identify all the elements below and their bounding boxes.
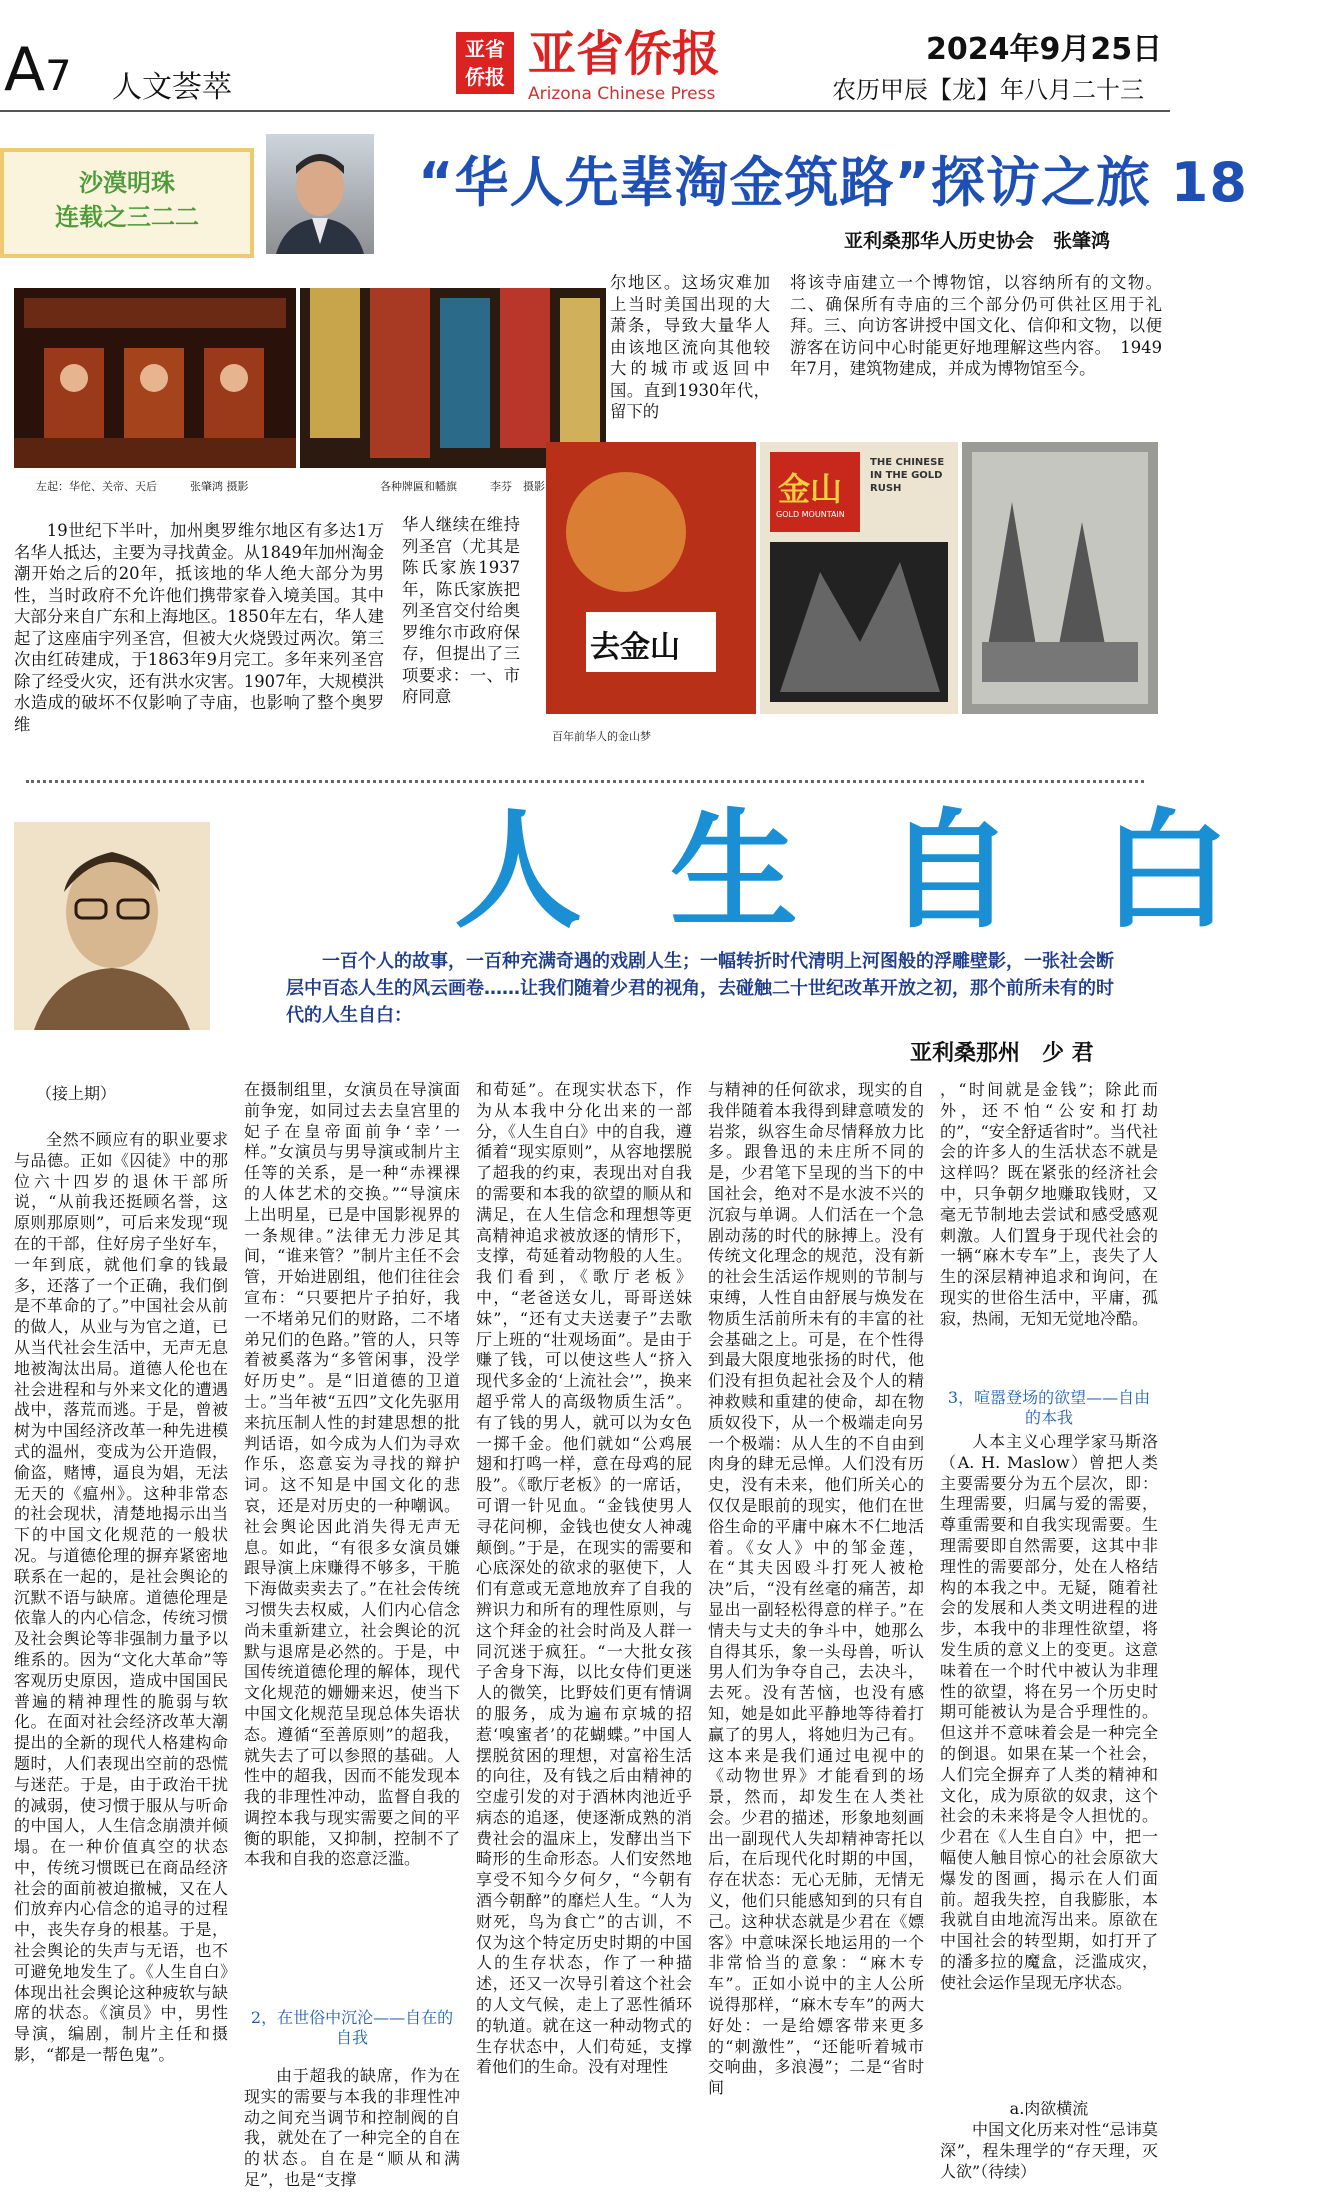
article2-col2b: 由于超我的缺席，作为在现实的需要与本我的非理性冲动之间充当调节和控制阀的自我，就处在了一种完全的自在的状态。自在是“顺从和满足”，也是“支撑 bbox=[244, 2066, 460, 2189]
section-title: 人文荟萃 bbox=[112, 70, 232, 105]
continued-note: （接上期） bbox=[36, 1084, 117, 1103]
poster-english: THE CHINESE IN THE GOLD RUSH bbox=[870, 457, 945, 494]
author-sketch-portrait bbox=[14, 822, 210, 1030]
badge-line-1: 沙漠明珠 bbox=[79, 169, 175, 197]
article2-col1: 全然不顾应有的职业要求与品德。正如《囚徒》中的那位六十四岁的退休干部所说，“从前我还挺顾名誉，这原则那原则”，可后来发现“现在的干部，住好房子坐好车，一年到底，就他们拿的钱最多，还落了一个正确，我们倒是不革命的了。”中国社会从前的做人，从业与为官之道，已从当代社会生活中，无声无息地被淘汰出局。道德人伦也在社会进程和与外来文化的遭遇战中，落荒而逃。于是，曾被树为中国经济改革一种先进模式的温州，变成为公开造假，偷盗，赌博，逼良为娼，无法无天的《瘟州》。这种非常态的社会现状，清楚地揭示出当下的中国文化规范的一般状况。与道德伦理的摒弃紧密地联系在一起的，是社会舆论的沉默不语与缺席。道德伦理是依靠人的内心信念，传统习惯及社会舆论等非强制力量予以维系的。因为“文化大革命”等客观历史原因，造成中国国民普遍的精神理性的脆弱与软化。在面对社会经济改革大潮提出的全新的现代人格建构命题时，人们表现出空前的恐慌与迷茫。于是，由于政治干扰的减弱，使习惯于服从与听命的中国人，人生信念崩溃并倾塌。在一种价值真空的状态中，传统习惯既已在商品经济社会的面前被迫撤械，又在人们放弃内心信念的追寻的过程中，丧失存身的根基。于是，社会舆论的失声与无语，也不可避免地发生了。《人生自白》体现出社会舆论这种疲软与缺席的状态。《演员》中，男性导演，编剧，制片主任和摄影，“都是一帮色鬼”。 bbox=[14, 1130, 228, 2065]
article2-intro: 一百个人的故事，一百种充满奇遇的戏剧人生；一幅转折时代清明上河图般的浮雕壁影，一张社会断层中百态人生的风云画卷……让我们随着少君的视角，去碰触二十世纪改革开放之初，那个前所未有的时代的人生自白： bbox=[286, 951, 1114, 1026]
newspaper-name: 亚省侨报 bbox=[528, 26, 721, 82]
engraving-photo bbox=[962, 442, 1158, 714]
article2-subheading-3: 3，喧嚣登场的欲望——自由的本我 bbox=[947, 1388, 1151, 1427]
article2-subheading-a: a.肉欲横流 bbox=[1009, 2099, 1089, 2118]
poster-subtitle: GOLD MOUNTAIN bbox=[776, 510, 845, 519]
poster-title: 金山 bbox=[778, 470, 843, 508]
article1-byline: 亚利桑那华人历史协会 张肇鸿 bbox=[844, 230, 1111, 252]
photo-caption-left: 左起：华佗、关帝、天后 张肇鸿 摄影 bbox=[36, 480, 249, 493]
badge-line-2: 连载之三二二 bbox=[55, 203, 199, 231]
article2-col5b: 人本主义心理学家马斯洛（A. H. Maslow）曾把人类主要需要分为五个层次，即：生理需要，归属与爱的需要，尊重需要和自我实现需要。生理需要即自然需要，这其中非理性的需要部分，处在人格结构的本我之中。无疑，随着社会的发展和人类文明进程的进步，本我中的非理性欲望，将发生质的意义上的变更。这意味着在一个时代中被认为非理性的欲望，将在另一个历史时期可能被认为是合乎理性的。但这并不意味着会是一种完全的倒退。如果在某一个社会，人们完全摒弃了人类的精神和文化，成为原欲的奴隶，这个社会的未来将是令人担忧的。少君在《人生自白》中，把一幅使人触目惊心的社会原欲大爆发的图画，揭示在人们面前。超我失控，自我膨胀，本我就自由地流泻出来。原欲在中国社会的转型期，如打开了的潘多拉的魔盒，泛滥成灾，使社会运作呈现无序状态。 bbox=[940, 1432, 1158, 1992]
page-digit: 7 bbox=[45, 51, 72, 100]
article2-col5c: 中国文化历来对性“忌讳莫深”，程朱理学的“存天理，灭人欲”（待续） bbox=[940, 2120, 1158, 2181]
article1-col2: 华人继续在维持列圣宫（尤其是陈氏家族1937年，陈氏家族把列圣宫交付给奥罗维尔市政府保存，但提出了三项要求：一、市府同意 bbox=[402, 515, 520, 706]
article2-col2a: 在摄制组里，女演员在导演面前争宠，如同过去去皇宫里的妃子在皇帝面前争‘幸’一样。”女演员与男导演或制片主任等的关系，是一种“赤裸裸的人体艺术的交换。”“导演床上出明星，已是中国影视界的一条规律。”法律无力涉足其间，“谁来管？”制片主任不会管，开始进剧组，他们往往会宣布：“只要把片子拍好，我一不堵弟兄们的财路，二不堵弟兄们的色路。”管的人，只等着被奚落为“多管闲事，没学好历史”。是“旧道德的卫道士。”当年被“五四”文化先驱用来抗压制人性的封建思想的批判话语，如今成为人们为寻欢作乐，恣意妄为寻找的辩护词。这不知是中国文化的悲哀，还是对历史的一种嘲讽。社会舆论因此消失得无声无息。如此，“有很多女演员嫌跟导演上床赚得不够多，干脆下海做卖卖去了。”在社会传统习惯失去权威，人们内心信念尚未重新建立，社会舆论的沉默与退席是必然的。于是，中国传统道德伦理的解体，现代文化规范的姗姗来迟，使当下中国文化规范呈现总体失语状态。遵循“至善原则”的超我，就失去了可以参照的基础。人性中的超我，因而不能发现本我的非理性冲动，监督自我的调控本我与现实需要之间的平衡的职能，又抑制，控制不了本我和自我的恣意泛滥。 bbox=[244, 1080, 460, 1869]
issue-date: 2024年9月25日 bbox=[926, 32, 1163, 67]
article2-col3: 和荀延”。在现实状态下，作为从本我中分化出来的一部分，《人生自白》中的自我，遵循着“现实原则”，从容地摆脱了超我的约束，表现出对自我的需要和本我的欲望的顺从和满足，在人生信念和理想等更高精神追求被放逐的情形下，支撑，苟延着动物般的人生。我们看到，《歌厅老板》中，“老爸送女儿，哥哥送妹妹”，“还有丈夫送妻子”去歌厅上班的“壮观场面”。是由于赚了钱，可以使这些人“挤入现代多金的‘上流社会’”，换来超乎常人的高级物质生活”。有了钱的男人，就可以为女色一掷千金。他们就如“公鸡展翅和打鸣一样，意在母鸡的屁股”。《歌厅老板》的一席话，可谓一针见血。“金钱使男人寻花问柳，金钱也使女人神魂颠倒。”于是，在现实的需要和心底深处的欲求的驱使下，人们有意或无意地放弃了自我的辨识力和所有的理性原则，与这个拜金的社会时尚及人群一同沉迷于疯狂。“一大批女孩子舍身下海，以比女侍们更迷人的微笑，比野妓们更有情调的服务，成为遍布京城的招惹‘嗅蜜者’的花蝴蝶。”中国人摆脱贫困的理想，对富裕生活的向往，及有钱之后由精神的空虚引发的对于酒林肉池近乎病态的追逐，使逐渐成熟的消费社会的温床上，发酵出当下畸形的生命形态。人们安然地享受不知今夕何夕，“今朝有酒今朝醉”的靡烂人生。“人为财死，鸟为食亡”的古训，不仅为这个特定历史时期的中国人的生存状态，作了一种描述，还又一次导引着这个社会的人文气候，走上了恶性循环的轨道。就在这一种动物式的生存状态中，人们苟延，支撑着他们的生命。没有对理性 bbox=[476, 1080, 693, 2077]
article1-col1: 19世纪下半叶，加州奥罗维尔地区有多达1万名华人抵达，主要为寻找黄金。从1849年加州淘金潮开始之后的20年，抵该地的华人绝大部分为男性，当时政府不允许他们携带家眷入境美国。其中大部分来自广东和上海地区。1850年左右，华人建起了这座庙宇列圣宫，但被大火烧毁过两次。第三次由红砖建成，于1863年9月完工。多年来列圣宫除了经受火灾，还有洪水灾害。1907年，大规模洪水造成的破坏不仅影响了寺庙，也影响了整个奥罗维 bbox=[14, 521, 384, 734]
sign-text: 去金山 bbox=[590, 630, 680, 665]
article2-col4: 与精神的任何欲求，现实的自我伴随着本我得到肆意喷发的岩浆，纵容生命尽情释放力比多。跟鲁迅的未庄所不同的是，少君笔下呈现的当下的中国社会，绝对不是水波不兴的沉寂与单调。人们活在一个急剧动荡的时代的脉搏上。没有传统文化理念的规范，没有新的社会生活运作规则的节制与束缚，人性自由舒展与焕发在物质生活前所未有的丰富的社会基础之上。可是，在个性得到最大限度地张扬的时代，他们没有担负起社会及个人的精神救赎和重建的使命，却在物质奴役下，从一个极端走向另一个极端：从人生的不自由到肉身的肆无忌惮。人们没有历史，没有未来，他们所关心的仅仅是眼前的现实，他们在世俗生命的平庸中麻木不仁地活着。《女人》中的邹金莲，在“其夫因殴斗打死人被枪决”后，“没有丝毫的痛苦，却显出一副轻松得意的样子。”在情夫与丈夫的争斗中，她那么自得其乐，象一头母兽，听认男人们为争夺自己，去决斗，去死。没有苦恼，也没有感知，她是如此平静地等待着打赢了的男人，将她归为己有。这本来是我们通过电视中的《动物世界》才能看到的场景，然而，却发生在人类社会。少君的描述，形象地刻画出一副现代人失却精神寄托以后，在后现代化时期的中国，存在状态：无心无肺，无情无义，他们只能感知到的只有自己。这种状态就是少君在《嫖客》中意味深长地运用的一个非常恰当的意象：“麻木专车”。正如小说中的主人公所说得那样，“麻木专车”的两大好处：一是给嫖客带来更多的“刺激性”，“还能听着城市交响曲，多浪漫”；二是“省时间 bbox=[708, 1080, 924, 2098]
article2-byline: 亚利桑那州 少 君 bbox=[910, 1041, 1094, 1066]
page-letter: A bbox=[4, 35, 46, 105]
article2-col5a: ，“时间就是金钱”；除此而外，还不怕“公安和打劫的”，“安全舒适省时”。当代社会的许多人的生活状态不就是这样吗？既在紧张的经济社会中，只争朝夕地赚取钱财，又毫无节制地去尝试和感受感观刺激。人们置身于现代社会的一辆“麻木专车”上，丧失了人生的深层精神追求和询问，在现实的世俗生活中，平庸，孤寂，热闹，无知无觉地冷酷。 bbox=[940, 1080, 1158, 1328]
banners-photo bbox=[300, 288, 606, 468]
newspaper-english-name: Arizona Chinese Press bbox=[528, 84, 716, 104]
article1-col3: 尔地区。这场灾难加上当时美国出现的大萧条，导致大量华人由该地区流向其他较大的城市或返回中国。直到1930年代，留下的 bbox=[610, 273, 770, 421]
page-number bbox=[4, 35, 72, 106]
article2-title: 人生自白 bbox=[454, 797, 1318, 946]
gold-mountain-sign-photo bbox=[546, 442, 756, 714]
series-badge bbox=[0, 148, 254, 258]
article2-subheading-2: 2，在世俗中沉沦——自在的自我 bbox=[250, 2008, 454, 2047]
lunar-date: 农历甲辰【龙】年八月二十三 bbox=[832, 76, 1144, 104]
gold-mountain-poster-photo bbox=[760, 442, 958, 714]
photo-caption-right: 各种牌匾和幡旗 李芬 摄影 bbox=[380, 480, 545, 493]
article1-headline: “华人先辈淘金筑路”探访之旅 18 bbox=[418, 151, 1248, 214]
temple-altar-photo bbox=[14, 288, 296, 468]
logo-seal: 亚省 侨报 bbox=[456, 32, 514, 94]
section-divider bbox=[26, 780, 1144, 783]
author-portrait bbox=[266, 134, 374, 254]
header-rule bbox=[0, 110, 1170, 112]
article1-col4: 将该寺庙建立一个博物馆，以容纳所有的文物。二、确保所有寺庙的三个部分仍可供社区用于礼拜。三、向访客讲授中国文化、信仰和文物，以便游客在访问中心时能更好地理解这些内容。 1949年7月，建筑物建成，并成为博物馆至今。 bbox=[790, 273, 1162, 378]
photo-caption-bottom: 百年前华人的金山梦 bbox=[552, 730, 651, 743]
